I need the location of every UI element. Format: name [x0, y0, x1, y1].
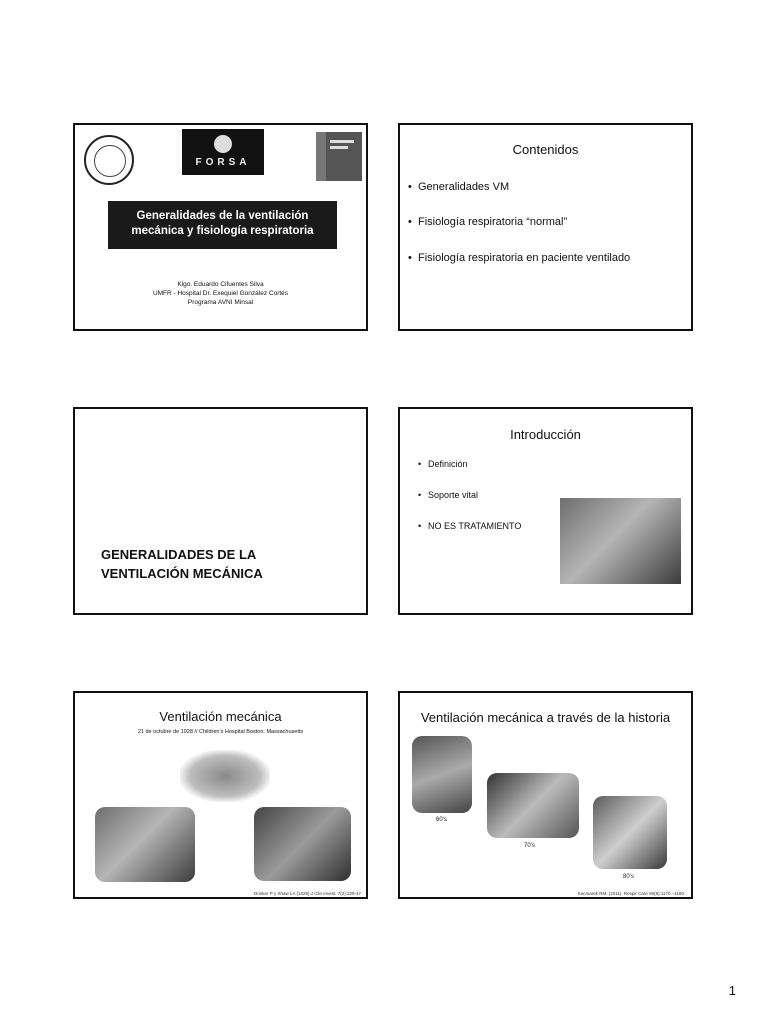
- ventilator-70s-photo: [487, 773, 579, 838]
- slide-6-title: Ventilación mecánica a través de la historia: [420, 710, 671, 725]
- nurses-photo: [254, 807, 351, 881]
- forsa-logo: [182, 129, 264, 175]
- slide-5: [73, 691, 368, 899]
- hospital-seal-logo: [84, 135, 134, 185]
- slide-6: [398, 691, 693, 899]
- list-item: • Generalidades VM: [418, 181, 509, 193]
- page-number: 1: [728, 983, 736, 998]
- slide-4: [398, 407, 693, 615]
- section-title-line-2: VENTILACIÓN MECÁNICA: [101, 566, 263, 581]
- list-item: • Definición: [428, 459, 468, 469]
- section-title-line-1: GENERALIDADES DE LA: [101, 547, 257, 562]
- list-item: • Fisiología respiratoria en paciente ventilado: [418, 252, 630, 264]
- ventilator-60s-photo: [412, 736, 472, 813]
- forsa-logo-text: FORSA: [195, 157, 251, 168]
- affiliation: UMFR - Hospital Dr. Exequiel González Cortés: [152, 290, 289, 297]
- slide-2: [398, 123, 693, 331]
- list-item: • Fisiología respiratoria “normal”: [418, 216, 567, 228]
- author: Klgo. Eduardo Cifuentes Silva: [177, 281, 264, 288]
- slide-4-title: Introducción: [510, 427, 581, 442]
- icu-patient-photo: [560, 498, 681, 584]
- slide-5-title: Ventilación mecánica: [159, 709, 282, 724]
- iron-lung-photo: [180, 750, 270, 802]
- title-line-2: mecánica y fisiología respiratoria: [131, 225, 314, 237]
- ministry-logo: [316, 132, 362, 181]
- caption-80s: 80's: [623, 874, 634, 880]
- caption-60s: 60's: [436, 817, 447, 823]
- slide-1: [73, 123, 368, 331]
- slide-2-title: Contenidos: [512, 142, 579, 157]
- ventilator-80s-photo: [593, 796, 667, 869]
- program: Programa AVNI Minsal: [187, 299, 254, 306]
- title-box: [108, 201, 337, 249]
- caption-70s: 70's: [524, 843, 535, 849]
- list-item: • Soporte vital: [428, 490, 478, 500]
- slide-6-reference: Kacmarek RM. (2011). Respir Care 56(8):1170 –1180: [577, 891, 684, 896]
- slide-5-subtitle: 21 de octubre de 1928 // Children’s Hospital Boston. Massachusetts: [137, 729, 304, 735]
- slide-3: [73, 407, 368, 615]
- list-item: • NO ES TRATAMIENTO: [428, 521, 521, 531]
- slide-5-reference: Drinker P y Shaw LA (1929) J Clin Invest. 7(2):229-47: [254, 891, 361, 896]
- title-line-1: Generalidades de la ventilación: [136, 210, 309, 222]
- ward-photo: [95, 807, 195, 882]
